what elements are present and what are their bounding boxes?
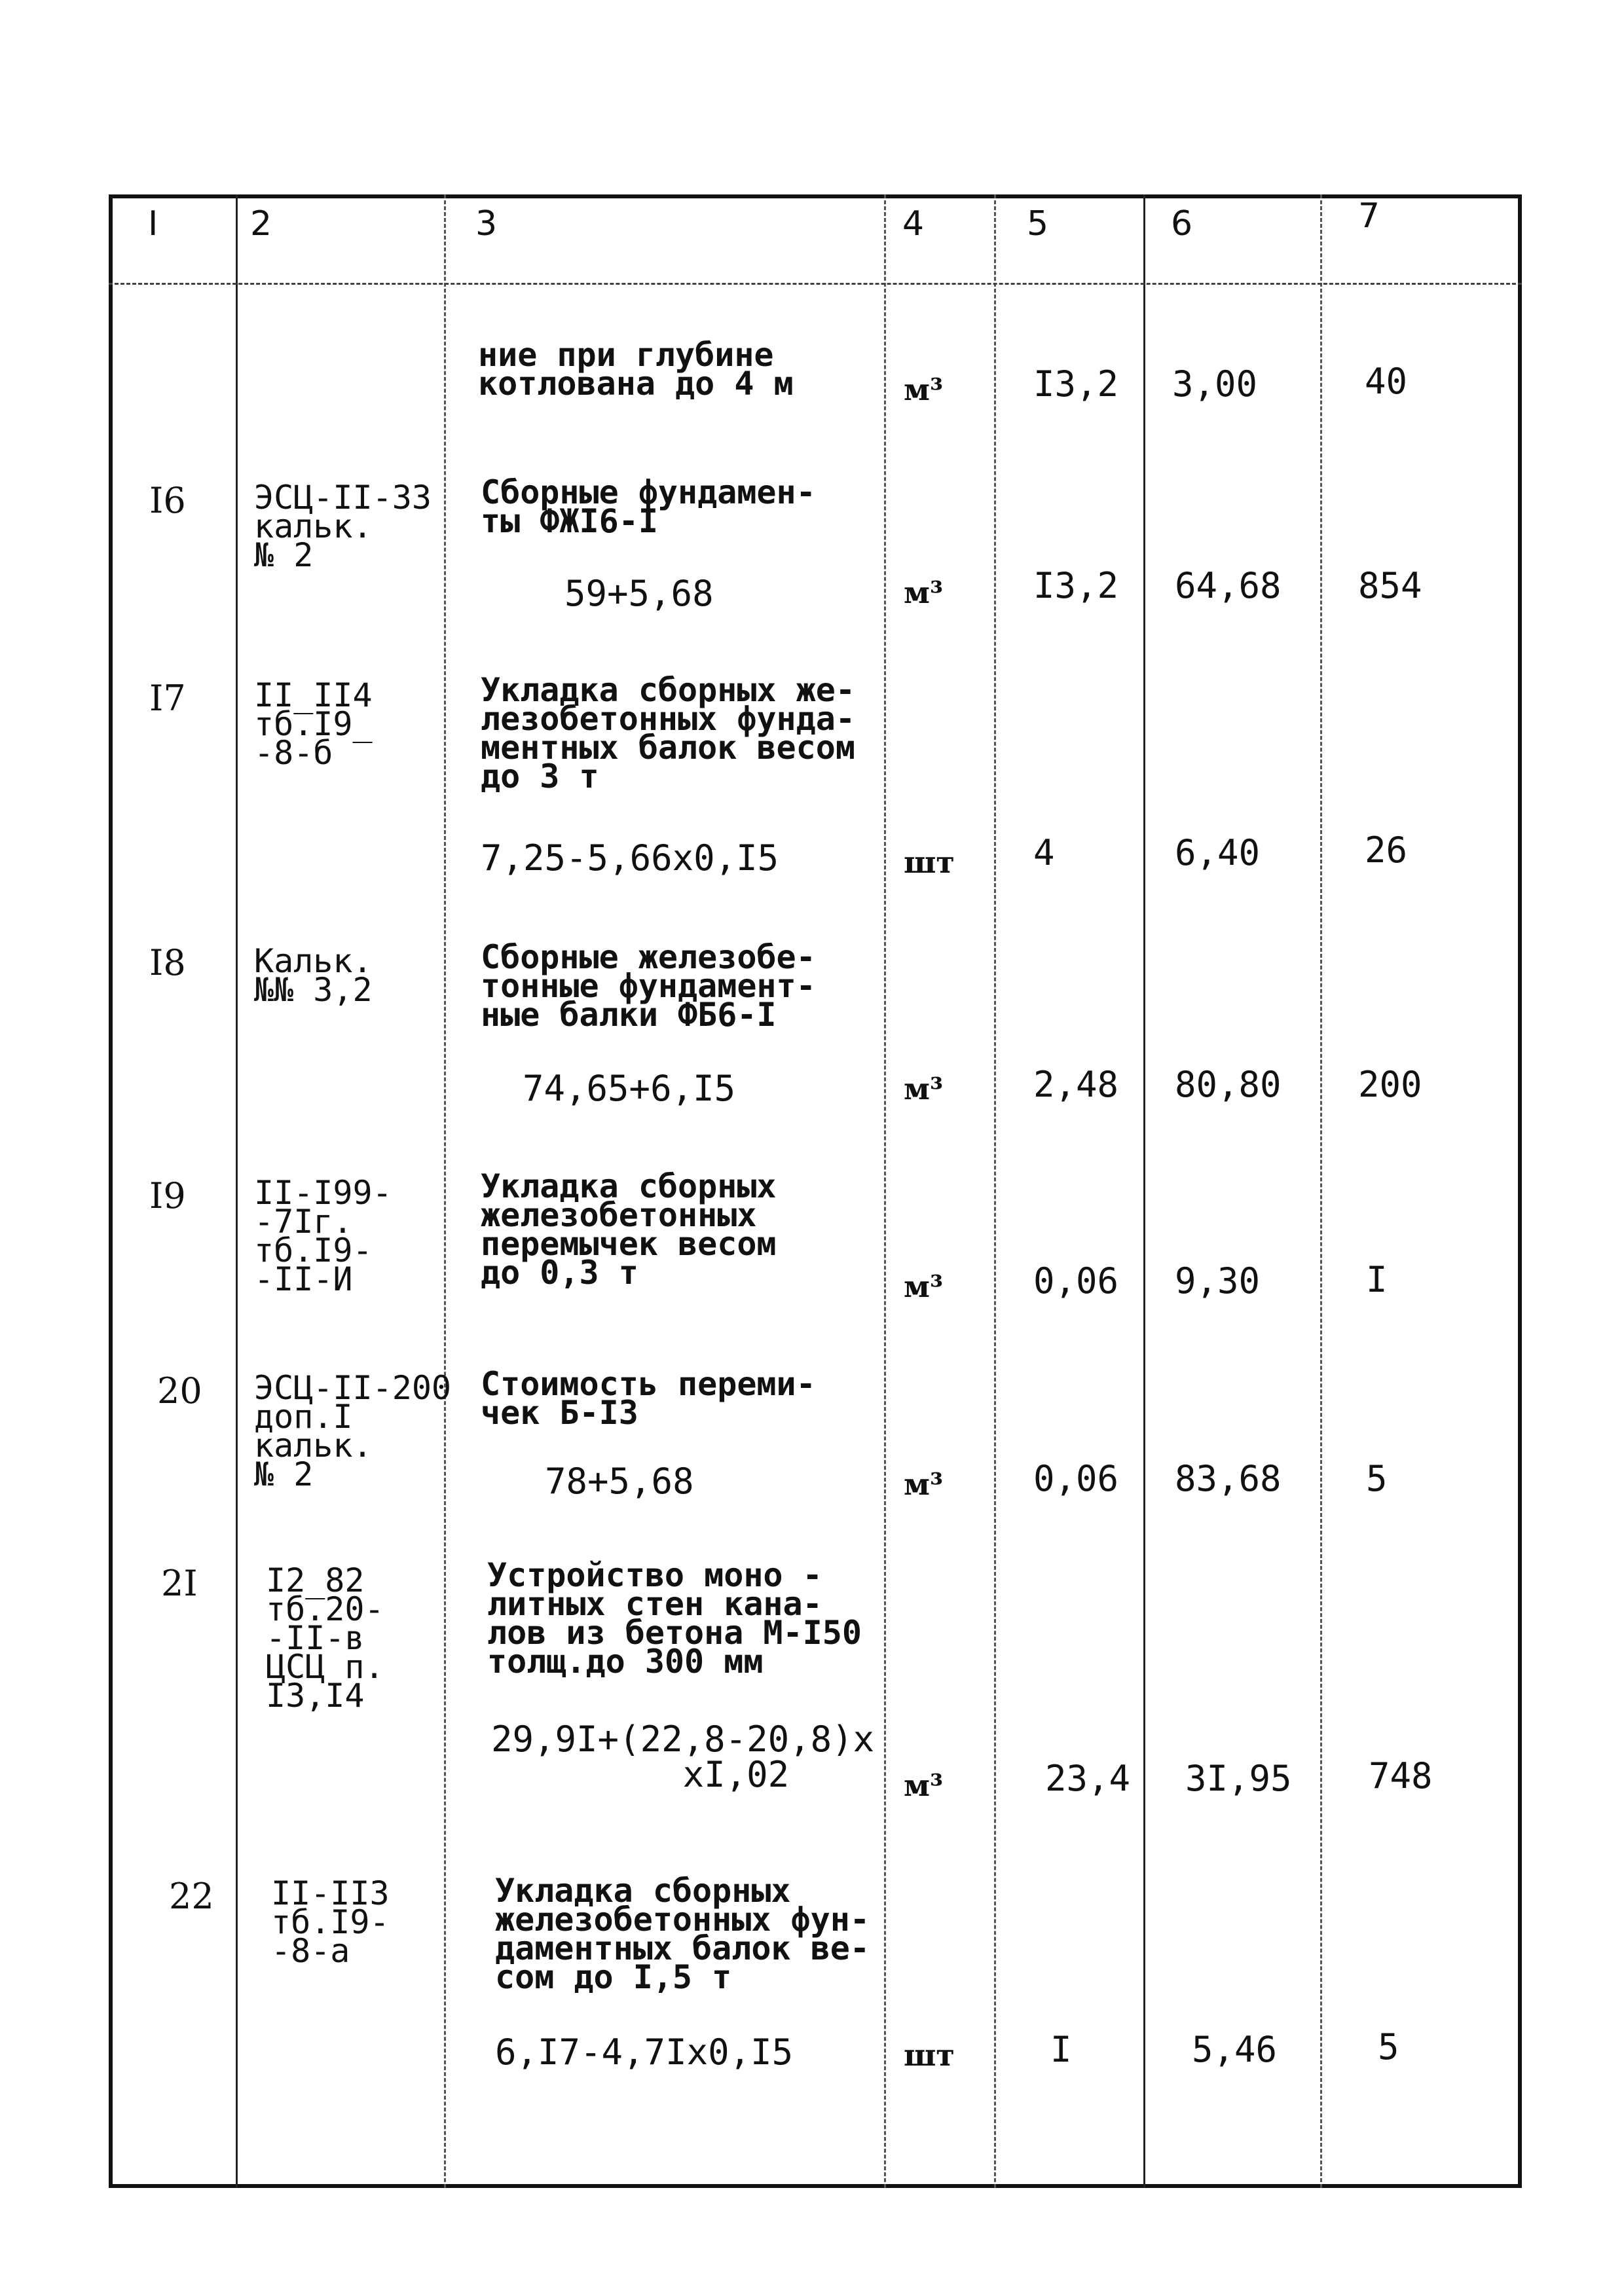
row-number: I8 — [149, 942, 186, 983]
header-col5: 5 — [1027, 204, 1049, 244]
row-description: Укладка сборных железобетонных перемычек весом до 0,3 т — [481, 1167, 777, 1292]
row-quantity: 0,06 — [1033, 1458, 1119, 1499]
row-total: 5 — [1366, 1458, 1388, 1499]
row-formula: 7,25-5,66х0,I5 — [481, 837, 779, 879]
row-number: 20 — [157, 1370, 202, 1412]
row-number: 2I — [161, 1563, 198, 1604]
row-formula: 74,65+6,I5 — [523, 1068, 736, 1109]
row-number: I9 — [149, 1175, 186, 1216]
row-price: 64,68 — [1175, 565, 1282, 606]
row-quantity: 0,06 — [1033, 1260, 1119, 1302]
header-col7: 7 — [1358, 196, 1380, 236]
row-description: ние при глубине котлована до 4 м — [478, 336, 794, 403]
row-description: Устройство моно - литных стен кана- лов из бетона М-I50 толщ.до 300 мм — [487, 1556, 862, 1681]
row-unit: м³ — [904, 575, 944, 610]
divider-col4 — [994, 194, 996, 2188]
row-total: 748 — [1369, 1755, 1433, 1796]
row-price: 3,00 — [1172, 363, 1258, 405]
row-quantity: 4 — [1033, 832, 1055, 873]
header-col2: 2 — [250, 204, 272, 244]
row-quantity: 2,48 — [1033, 1064, 1119, 1105]
row-price: 5,46 — [1192, 2029, 1278, 2070]
row-code: ЭСЦ-II-33 кальк. № 2 — [254, 479, 432, 574]
header-separator — [109, 283, 1522, 285]
row-price: 3I,95 — [1185, 1758, 1292, 1799]
row-total: 200 — [1358, 1064, 1422, 1105]
row-unit: шт — [904, 845, 955, 880]
row-description: Укладка сборных железобетонных фун- даментных балок ве- сом до I,5 т — [495, 1872, 870, 1996]
row-code: II-I99- -7Iг. тб.I9- -II-И — [254, 1174, 392, 1298]
row-code: Кальк. №№ 3,2 — [254, 942, 373, 1009]
header-col6: 6 — [1171, 204, 1193, 244]
row-description: Сборные фундамен- ты ФЖI6-I — [481, 473, 816, 540]
row-description: Укладка сборных же- лезобетонных фунда- ментных балок весом до 3 т — [481, 671, 855, 795]
divider-col6 — [1320, 194, 1322, 2188]
row-price: 9,30 — [1175, 1260, 1261, 1302]
row-formula: 59+5,68 — [564, 573, 714, 614]
row-unit: м³ — [904, 1768, 944, 1803]
row-total: 5 — [1378, 2026, 1399, 2068]
row-formula: 29,9I+(22,8-20,8)х хI,02 — [491, 1719, 875, 1795]
row-total: 40 — [1365, 361, 1408, 402]
divider-col3 — [884, 194, 886, 2188]
row-unit: м³ — [904, 1467, 944, 1502]
row-total: 854 — [1358, 565, 1422, 606]
row-description: Сборные железобе- тонные фундамент- ные балки ФБ6-I — [481, 938, 816, 1034]
header-col1: I — [148, 204, 158, 244]
row-code: I2_82 тб.20- -II-в ЦСЦ п. I3,I4 — [266, 1561, 384, 1715]
row-formula: 6,I7-4,7Iх0,I5 — [495, 2032, 794, 2073]
header-col4: 4 — [902, 204, 925, 244]
row-price: 80,80 — [1175, 1064, 1282, 1105]
row-total: I — [1366, 1259, 1388, 1300]
row-unit: м³ — [904, 1269, 944, 1304]
row-number: I7 — [149, 678, 186, 719]
row-quantity: 23,4 — [1045, 1758, 1131, 1799]
row-price: 83,68 — [1175, 1458, 1282, 1499]
header-col3: 3 — [475, 204, 498, 244]
row-total: 26 — [1365, 829, 1408, 871]
row-number: 22 — [169, 1876, 214, 1917]
row-code: II_II4 тб.I9_ -8-б — [254, 676, 373, 772]
row-price: 6,40 — [1175, 832, 1261, 873]
row-code: ЭСЦ-II-200 доп.I кальк. № 2 — [254, 1369, 452, 1493]
divider-col2 — [444, 194, 446, 2188]
row-description: Стоимость переми- чек Б-I3 — [481, 1365, 816, 1432]
row-unit: шт — [904, 2037, 955, 2073]
row-code: II-II3 тб.I9- -8-а — [271, 1874, 390, 1970]
row-number: I6 — [149, 480, 186, 521]
row-quantity: I — [1050, 2029, 1072, 2070]
row-unit: м³ — [904, 1071, 944, 1106]
row-quantity: I3,2 — [1033, 565, 1119, 606]
row-unit: м³ — [904, 372, 944, 407]
row-quantity: I3,2 — [1033, 363, 1119, 405]
row-formula: 78+5,68 — [545, 1461, 694, 1502]
divider-col5 — [1143, 194, 1145, 2188]
divider-col1 — [236, 194, 238, 2188]
